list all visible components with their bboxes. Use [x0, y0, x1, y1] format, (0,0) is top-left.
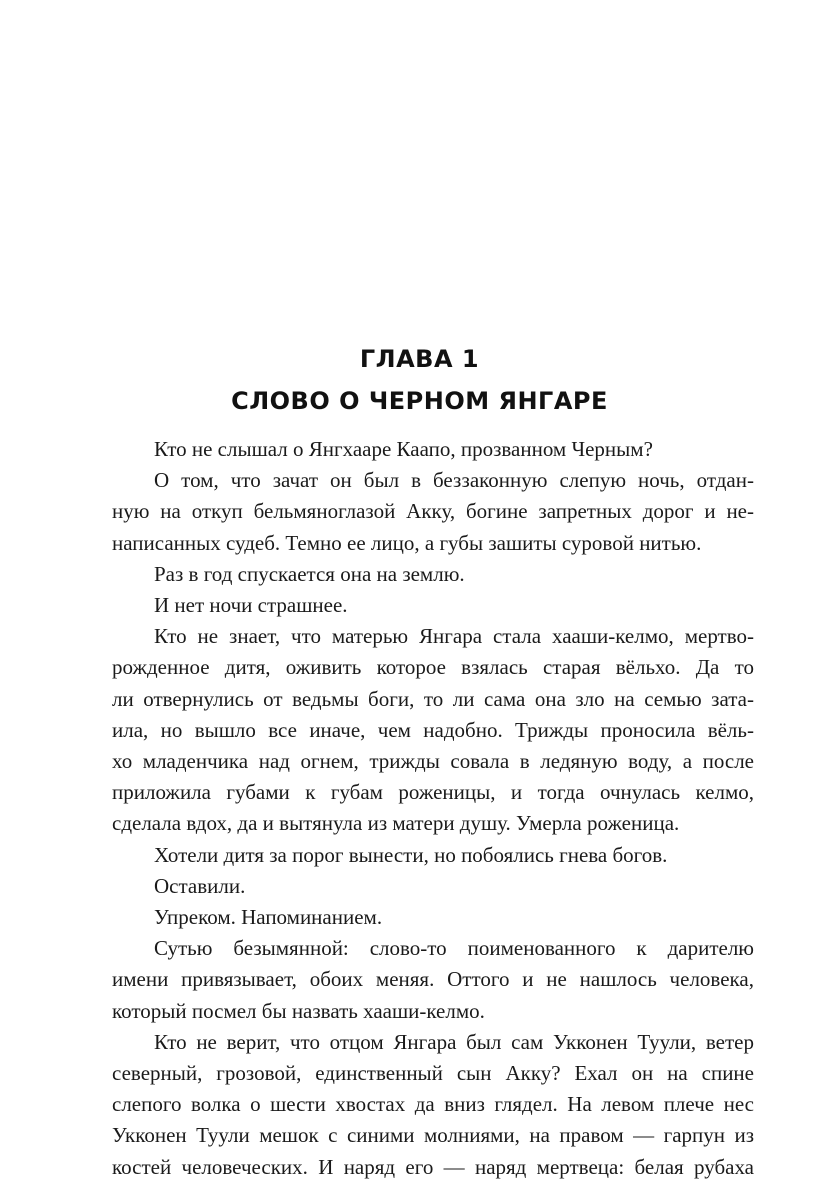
text-line: хо младенчика над огнем, трижды совала в ледяную воду, а после [112, 749, 754, 774]
text-line: Кто не слышал о Янгхааре Каапо, прозванном Черным? [154, 437, 653, 461]
text-line: костей человеческих. И наряд его — наряд мертвеца: белая рубаха [112, 1154, 754, 1179]
paragraph [112, 902, 754, 933]
text-line: О том, что зачат он был в беззаконную слепую ночь, отдан- [154, 468, 754, 493]
chapter-title: СЛОВО О ЧЕРНОМ ЯНГАРЕ [231, 387, 608, 415]
text-line: ли отвернулись от ведьмы боги, то ли сама она зло на семью зата- [112, 686, 754, 711]
paragraph [112, 590, 754, 621]
text-line: северный, грозовой, единственный сын Акку? Ехал он на спине [112, 1061, 754, 1086]
chapter-number: ГЛАВА 1 [359, 345, 480, 373]
paragraph [112, 621, 754, 839]
text-line: имени привязывает, обоих меняя. Оттого и не нашлось человека, [112, 967, 754, 992]
chapter-body-text [112, 434, 754, 1183]
text-line: Кто не знает, что матерью Янгара стала хааши-келмо, мертво- [154, 624, 754, 649]
text-line: ную на откуп бельмяноглазой Акку, богине запретных дорог и не- [112, 499, 754, 524]
paragraph [112, 1027, 754, 1183]
text-line: ила, но вышло все иначе, чем надобно. Трижды проносила вёль- [112, 717, 754, 742]
text-line: Хотели дитя за порог вынести, но побоялись гнева богов. [154, 842, 668, 867]
text-line: рожденное дитя, оживить которое взялась старая вёльхо. Да то [112, 655, 754, 680]
text-line: И нет ночи страшнее. [154, 593, 348, 618]
paragraph [112, 434, 754, 465]
text-line: который посмел бы назвать хааши-келмо. [112, 998, 485, 1023]
paragraph [112, 871, 754, 902]
text-line: слепого волка о шести хвостах да вниз глядел. На левом плече нес [112, 1092, 754, 1117]
text-line: Сутью безымянной: слово-то поименованного к дарителю [154, 936, 754, 961]
text-line: написанных судеб. Темно ее лицо, а губы зашиты суровой нитью. [112, 530, 702, 555]
paragraph [112, 559, 754, 590]
paragraph [112, 840, 754, 871]
text-line: Упреком. Напоминанием. [154, 905, 383, 930]
text-line: Раз в год спускается она на землю. [154, 561, 465, 586]
text-line: Укконен Туули мешок с синими молниями, на правом — гарпун из [112, 1123, 754, 1148]
text-line: Кто не верит, что отцом Янгара был сам Укконен Туули, ветер [154, 1029, 754, 1054]
text-line: сделала вдох, да и вытянула из матери душу. Умерла роженица. [112, 811, 680, 836]
paragraph [112, 933, 754, 1027]
text-line: приложила губами к губам роженицы, и тогда очнулась келмо, [112, 780, 754, 805]
paragraph [112, 465, 754, 559]
text-line: Оставили. [154, 873, 246, 898]
